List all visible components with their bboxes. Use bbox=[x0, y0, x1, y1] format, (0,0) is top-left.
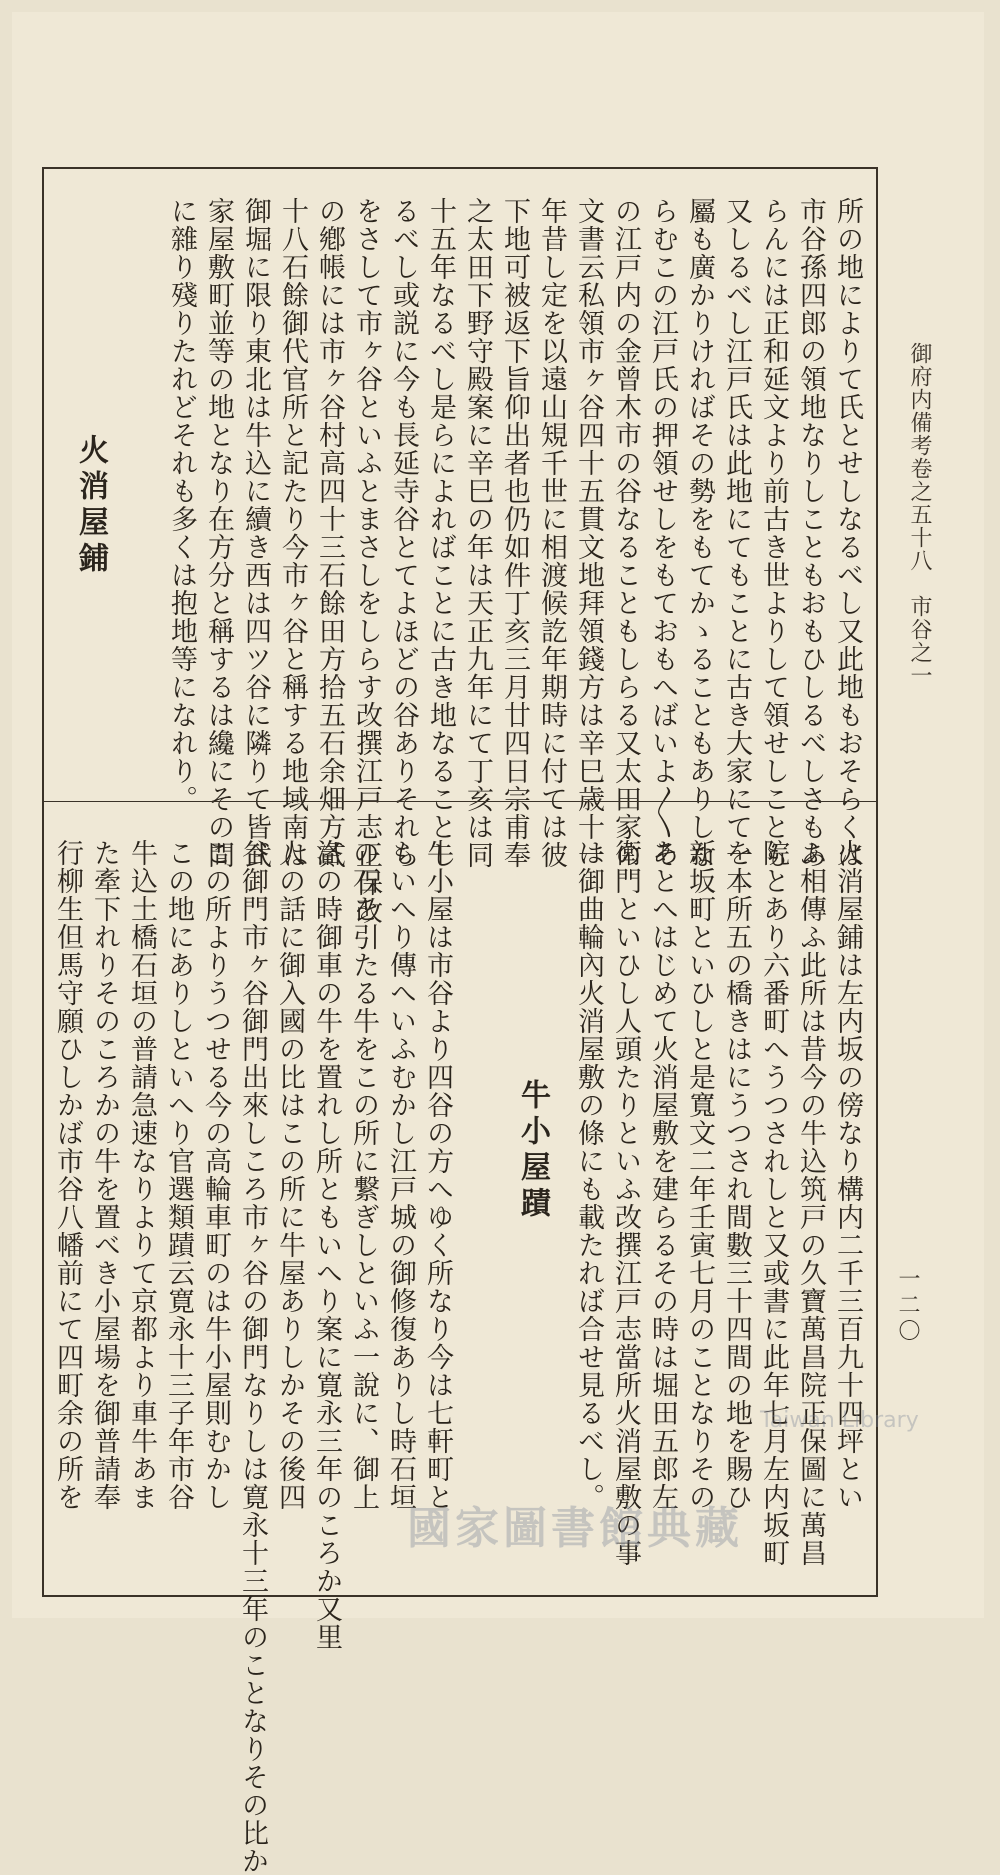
section-divider bbox=[44, 801, 876, 802]
book-page bbox=[12, 12, 984, 1875]
watermark-sub: Taiwan Library bbox=[760, 1408, 919, 1433]
library-watermark: 國家圖書館典藏 bbox=[407, 1503, 743, 1554]
heading-cow-shed-ruins: 牛小屋蹟 bbox=[515, 1079, 550, 1223]
lower-text-block-2: 牛小屋は市谷より四谷の方へゆく所なり今は七軒町と もいへり傳へいふむかし江戸城の御修復ありし時石垣 の石を引たる牛をこの所に繋ぎしといふ一說に、御上 洛の時御車の牛を置れし所ともいへり案に寛永三年のころか又里 人の話に御入國の比はこの所に牛屋ありしかその後四 谷御門市ヶ谷御門出來しころ市ヶ谷の御門なりしは寛永十三年のことなりその比か この所よりうつせる今の高輪車町のは牛小屋則むかし この地にありしといへり官選類蹟云寛永十三子年市谷 牛込土橋石垣の普請急速なりよりて京都より車牛あま た牽下れりそのころかの牛を置べき小屋場を御普請奉 行柳生但馬守願ひしかば市谷八幡前にて四町余の所を bbox=[52, 839, 453, 1875]
text-frame bbox=[42, 167, 878, 1875]
heading-fire-brigade-house: 火消屋鋪 bbox=[73, 434, 108, 578]
lower-text-block-1: 火消屋鋪は左内坂の傍なり構内二千三百九十四坪とい ふ相傳ふ此所は昔今の牛込筑戸の久寶萬昌院正保圖に萬昌 院とあり六番町へうつされしと又或書に此年七月左内坂町 を本所五の橋きはにうつされ間數三十四間の地を賜ひ 新坂町といひしと是寬文二年壬寅七月のことなりその あとへはじめて火消屋敷を建らるその時は堀田五郎左 衛門といひし人頭たりといふ改撰江戸志當所火消屋敷の事 は御曲輪內火消屋敷の條にも載たれば合せ見るべし。 bbox=[573, 839, 863, 1567]
page-number: 一二〇 bbox=[895, 1267, 920, 1345]
upper-text-block: 所の地によりて氏とせしなるべし又此地もおそらくは 市谷孫四郎の領地なりしこともおもひしるべしさもあ らんには正和延文より前古き世よりして領せしことも 又しるべし江戸氏は此地にてもことに古き大家にて一 屬も廣かりければその勢をもてかゝることもありしな らむこの江戸氏の押領せしをもておもへばいよ〳〵そ の江戸内の金曾木市の谷なることもしらる又太田家の 文書云私領市ヶ谷四十五貫文地拜領錢方は辛巳歳十一 年昔し定を以遠山䂓千世に相渡候訖年期時に付ては彼 下地可被返下旨仰出者也仍如件丁亥三月廿四日宗甫奉 之太田下野守殿案に辛巳の年は天正九年にて丁亥は同 十五年なるべし是らによればことに古き地なることし るべし或説に今も長延寺谷とてよほどの谷ありそれら をさして市ヶ谷といふとまさしをしらす改撰江戸志正保改 の鄕帳には市ヶ谷村高四十三石餘田方拾五石余畑方貳 十八石餘御代官所と記たり今市ヶ谷と稱する地域南は 御堀に限り東北は牛込に續き西は四ツ谷に隣りて皆武 家屋敷町並等の地となり在方分と稱するは纔にその間 に雜り殘りたれどそれも多くは抱地等になれり。 bbox=[166, 197, 863, 925]
running-title: 御府内備考卷之五十八 市谷之一 bbox=[907, 342, 932, 687]
